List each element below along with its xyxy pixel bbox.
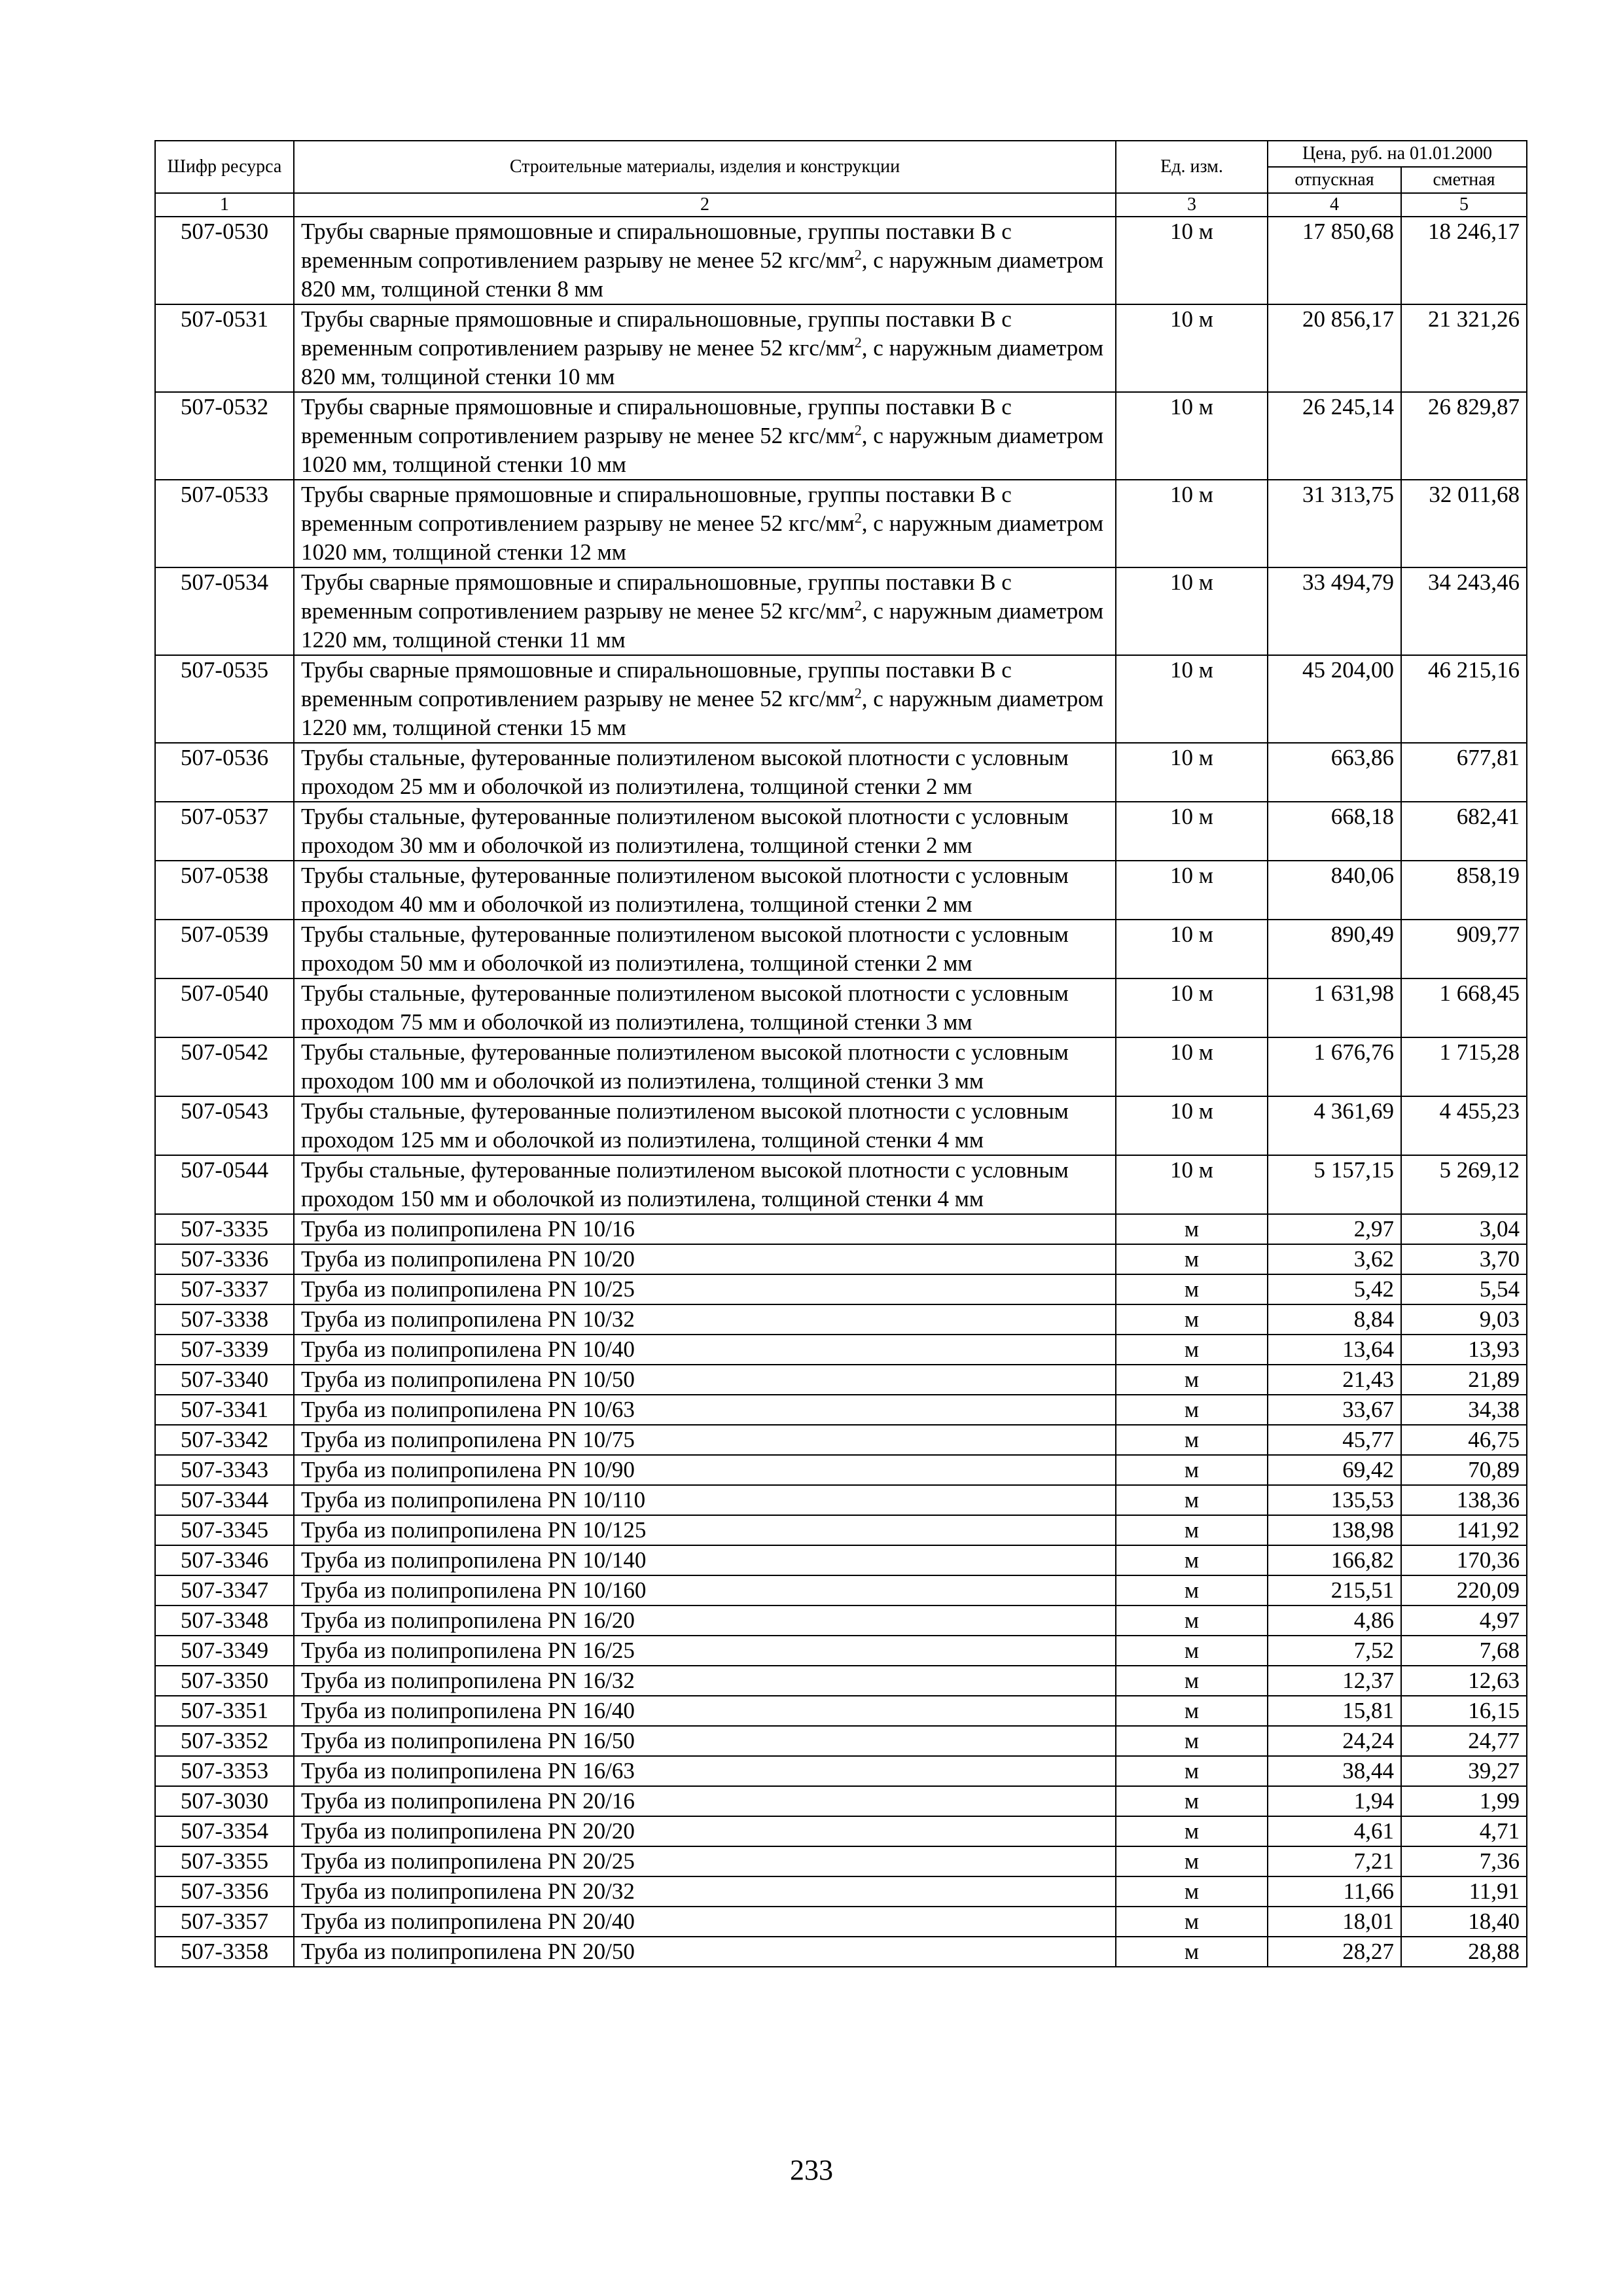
table-row (155, 1666, 1527, 1696)
release-price: 4,61 (1268, 1816, 1401, 1846)
estimate-price: 3,04 (1401, 1214, 1527, 1244)
resource-code: 507-3346 (155, 1545, 294, 1575)
release-price: 11,66 (1268, 1876, 1401, 1907)
header-colnum: 2 (294, 193, 1116, 217)
table-row (155, 1515, 1527, 1545)
resource-code: 507-0536 (155, 743, 294, 802)
estimate-price: 141,92 (1401, 1515, 1527, 1545)
material-description: Труба из полипропилена PN 20/40 (294, 1907, 1116, 1937)
material-description: Труба из полипропилена PN 10/20 (294, 1244, 1116, 1274)
resource-code: 507-0530 (155, 217, 294, 304)
table-row (155, 1786, 1527, 1816)
unit-of-measure: м (1116, 1425, 1268, 1455)
table-row (155, 1096, 1527, 1155)
release-price: 26 245,14 (1268, 392, 1401, 480)
material-description: Трубы стальные, футерованные полиэтиленом высокой плотности с условным проходом 150 мм и оболочкой из полиэтилена, толщиной стенки 4 мм (294, 1155, 1116, 1214)
estimate-price: 24,77 (1401, 1726, 1527, 1756)
release-price: 28,27 (1268, 1937, 1401, 1967)
unit-of-measure: м (1116, 1455, 1268, 1485)
resource-code: 507-3354 (155, 1816, 294, 1846)
resource-code: 507-3344 (155, 1485, 294, 1515)
superscript: 2 (854, 422, 862, 439)
release-price: 33,67 (1268, 1395, 1401, 1425)
table-row (155, 1037, 1527, 1096)
material-description: Труба из полипропилена PN 10/140 (294, 1545, 1116, 1575)
table-row (155, 1304, 1527, 1335)
release-price: 138,98 (1268, 1515, 1401, 1545)
resource-code: 507-3345 (155, 1515, 294, 1545)
unit-of-measure: м (1116, 1335, 1268, 1365)
release-price: 33 494,79 (1268, 567, 1401, 655)
estimate-price: 34,38 (1401, 1395, 1527, 1425)
resource-code: 507-3338 (155, 1304, 294, 1335)
material-description (294, 392, 1116, 480)
unit-of-measure: м (1116, 1365, 1268, 1395)
header-colnum: 1 (155, 193, 294, 217)
material-description: Труба из полипропилена PN 20/20 (294, 1816, 1116, 1846)
resource-code: 507-3353 (155, 1756, 294, 1786)
unit-of-measure: 10 м (1116, 920, 1268, 978)
superscript: 2 (854, 597, 862, 614)
unit-of-measure: м (1116, 1485, 1268, 1515)
unit-of-measure: 10 м (1116, 217, 1268, 304)
table-row (155, 1636, 1527, 1666)
material-description (294, 567, 1116, 655)
unit-of-measure: м (1116, 1395, 1268, 1425)
material-description (294, 304, 1116, 392)
unit-of-measure: м (1116, 1816, 1268, 1846)
material-description: Труба из полипропилена PN 16/32 (294, 1666, 1116, 1696)
estimate-price: 18 246,17 (1401, 217, 1527, 304)
estimate-price: 21 321,26 (1401, 304, 1527, 392)
description-text: , с наружным диаметром 1220 мм, толщиной стенки 15 мм (301, 686, 1104, 740)
table-row (155, 655, 1527, 743)
resource-code: 507-3030 (155, 1786, 294, 1816)
description-text: , с наружным диаметром 1220 мм, толщиной стенки 11 мм (301, 598, 1104, 653)
unit-of-measure: 10 м (1116, 861, 1268, 920)
table-row (155, 1756, 1527, 1786)
unit-of-measure: м (1116, 1907, 1268, 1937)
estimate-price: 7,68 (1401, 1636, 1527, 1666)
resource-code: 507-0531 (155, 304, 294, 392)
unit-of-measure: м (1116, 1605, 1268, 1636)
material-description: Труба из полипропилена PN 10/40 (294, 1335, 1116, 1365)
material-description (294, 217, 1116, 304)
superscript: 2 (854, 685, 862, 702)
table-row (155, 1907, 1527, 1937)
resource-code: 507-3347 (155, 1575, 294, 1605)
table-row (155, 392, 1527, 480)
table-row (155, 1726, 1527, 1756)
estimate-price: 5,54 (1401, 1274, 1527, 1304)
resource-code: 507-0538 (155, 861, 294, 920)
header-code: Шифр ресурса (155, 141, 294, 193)
resource-code: 507-3337 (155, 1274, 294, 1304)
table-row (155, 1545, 1527, 1575)
release-price: 15,81 (1268, 1696, 1401, 1726)
table-row (155, 1876, 1527, 1907)
material-description: Труба из полипропилена PN 10/160 (294, 1575, 1116, 1605)
release-price: 166,82 (1268, 1545, 1401, 1575)
release-price: 215,51 (1268, 1575, 1401, 1605)
header-estimate-price: сметная (1401, 167, 1527, 193)
table-row (155, 1816, 1527, 1846)
estimate-price: 7,36 (1401, 1846, 1527, 1876)
superscript: 2 (854, 334, 862, 351)
resource-code: 507-3342 (155, 1425, 294, 1455)
release-price: 840,06 (1268, 861, 1401, 920)
release-price: 38,44 (1268, 1756, 1401, 1786)
estimate-price: 11,91 (1401, 1876, 1527, 1907)
estimate-price: 170,36 (1401, 1545, 1527, 1575)
release-price: 45 204,00 (1268, 655, 1401, 743)
table-row (155, 1575, 1527, 1605)
resource-code: 507-0532 (155, 392, 294, 480)
description-text: Трубы сварные прямошовные и спиральношовные, группы поставки В с временным сопротивлением разрыву не менее 52 кгс/мм (301, 394, 1012, 448)
estimate-price: 5 269,12 (1401, 1155, 1527, 1214)
estimate-price: 16,15 (1401, 1696, 1527, 1726)
material-description: Труба из полипропилена PN 10/110 (294, 1485, 1116, 1515)
description-text: , с наружным диаметром 1020 мм, толщиной стенки 12 мм (301, 511, 1104, 565)
material-description: Труба из полипропилена PN 20/32 (294, 1876, 1116, 1907)
resource-code: 507-3352 (155, 1726, 294, 1756)
estimate-price: 909,77 (1401, 920, 1527, 978)
material-description: Труба из полипропилена PN 16/20 (294, 1605, 1116, 1636)
estimate-price: 4,97 (1401, 1605, 1527, 1636)
unit-of-measure: м (1116, 1756, 1268, 1786)
table-row (155, 802, 1527, 861)
resource-code: 507-3356 (155, 1876, 294, 1907)
release-price: 69,42 (1268, 1455, 1401, 1485)
release-price: 1 631,98 (1268, 978, 1401, 1037)
unit-of-measure: м (1116, 1304, 1268, 1335)
table-row (155, 1335, 1527, 1365)
resource-code: 507-0537 (155, 802, 294, 861)
release-price: 2,97 (1268, 1214, 1401, 1244)
unit-of-measure: м (1116, 1876, 1268, 1907)
unit-of-measure: м (1116, 1214, 1268, 1244)
unit-of-measure: 10 м (1116, 480, 1268, 567)
release-price: 45,77 (1268, 1425, 1401, 1455)
material-description: Труба из полипропилена PN 16/25 (294, 1636, 1116, 1666)
material-description: Трубы стальные, футерованные полиэтиленом высокой плотности с условным проходом 40 мм и оболочкой из полиэтилена, толщиной стенки 2 мм (294, 861, 1116, 920)
resource-code: 507-3336 (155, 1244, 294, 1274)
table-row (155, 1485, 1527, 1515)
material-description: Трубы стальные, футерованные полиэтиленом высокой плотности с условным проходом 125 мм и оболочкой из полиэтилена, толщиной стенки 4 мм (294, 1096, 1116, 1155)
release-price: 31 313,75 (1268, 480, 1401, 567)
unit-of-measure: 10 м (1116, 743, 1268, 802)
unit-of-measure: 10 м (1116, 1037, 1268, 1096)
estimate-price: 34 243,46 (1401, 567, 1527, 655)
material-description (294, 655, 1116, 743)
resource-code: 507-0543 (155, 1096, 294, 1155)
resource-code: 507-3355 (155, 1846, 294, 1876)
release-price: 3,62 (1268, 1244, 1401, 1274)
release-price: 17 850,68 (1268, 217, 1401, 304)
resource-code: 507-3357 (155, 1907, 294, 1937)
resource-code: 507-3341 (155, 1395, 294, 1425)
header-name: Строительные материалы, изделия и конструкции (294, 141, 1116, 193)
description-text: Трубы сварные прямошовные и спиральношовные, группы поставки В с временным сопротивлением разрыву не менее 52 кгс/мм (301, 569, 1012, 624)
material-description: Труба из полипропилена PN 10/32 (294, 1304, 1116, 1335)
description-text: Трубы сварные прямошовные и спиральношовные, группы поставки В с временным сопротивлением разрыву не менее 52 кгс/мм (301, 306, 1012, 361)
header-colnum: 3 (1116, 193, 1268, 217)
table-row (155, 1365, 1527, 1395)
unit-of-measure: 10 м (1116, 1096, 1268, 1155)
estimate-price: 220,09 (1401, 1575, 1527, 1605)
estimate-price: 9,03 (1401, 1304, 1527, 1335)
release-price: 135,53 (1268, 1485, 1401, 1515)
resource-code: 507-3343 (155, 1455, 294, 1485)
description-text: Трубы сварные прямошовные и спиральношовные, группы поставки В с временным сопротивлением разрыву не менее 52 кгс/мм (301, 219, 1012, 273)
unit-of-measure: 10 м (1116, 802, 1268, 861)
estimate-price: 70,89 (1401, 1455, 1527, 1485)
material-description: Труба из полипропилена PN 16/63 (294, 1756, 1116, 1786)
table-row (155, 1274, 1527, 1304)
table-row (155, 1395, 1527, 1425)
release-price: 12,37 (1268, 1666, 1401, 1696)
table-row (155, 217, 1527, 304)
table-row (155, 920, 1527, 978)
material-description: Труба из полипропилена PN 10/16 (294, 1214, 1116, 1244)
material-description (294, 480, 1116, 567)
resource-code: 507-3340 (155, 1365, 294, 1395)
material-description: Трубы стальные, футерованные полиэтиленом высокой плотности с условным проходом 30 мм и оболочкой из полиэтилена, толщиной стенки 2 мм (294, 802, 1116, 861)
release-price: 1 676,76 (1268, 1037, 1401, 1096)
unit-of-measure: м (1116, 1244, 1268, 1274)
table-row (155, 567, 1527, 655)
release-price: 24,24 (1268, 1726, 1401, 1756)
description-text: , с наружным диаметром 820 мм, толщиной стенки 10 мм (301, 335, 1104, 389)
material-description: Труба из полипропилена PN 10/75 (294, 1425, 1116, 1455)
table-row (155, 480, 1527, 567)
unit-of-measure: 10 м (1116, 1155, 1268, 1214)
table-row (155, 861, 1527, 920)
resource-code: 507-3351 (155, 1696, 294, 1726)
estimate-price: 21,89 (1401, 1365, 1527, 1395)
estimate-price: 18,40 (1401, 1907, 1527, 1937)
header-colnum: 5 (1401, 193, 1527, 217)
material-description: Труба из полипропилена PN 16/40 (294, 1696, 1116, 1726)
unit-of-measure: м (1116, 1575, 1268, 1605)
unit-of-measure: 10 м (1116, 655, 1268, 743)
release-price: 20 856,17 (1268, 304, 1401, 392)
material-description: Труба из полипропилена PN 20/25 (294, 1846, 1116, 1876)
table-header (155, 141, 1527, 217)
table-body (155, 217, 1527, 1967)
resource-code: 507-3335 (155, 1214, 294, 1244)
table-row (155, 1455, 1527, 1485)
release-price: 7,21 (1268, 1846, 1401, 1876)
unit-of-measure: м (1116, 1274, 1268, 1304)
material-description: Труба из полипропилена PN 16/50 (294, 1726, 1116, 1756)
unit-of-measure: м (1116, 1515, 1268, 1545)
unit-of-measure: м (1116, 1666, 1268, 1696)
unit-of-measure: м (1116, 1545, 1268, 1575)
unit-of-measure: м (1116, 1726, 1268, 1756)
estimate-price: 39,27 (1401, 1756, 1527, 1786)
resource-code: 507-0534 (155, 567, 294, 655)
description-text: Трубы сварные прямошовные и спиральношовные, группы поставки В с временным сопротивлением разрыву не менее 52 кгс/мм (301, 657, 1012, 711)
release-price: 18,01 (1268, 1907, 1401, 1937)
description-text: , с наружным диаметром 1020 мм, толщиной стенки 10 мм (301, 423, 1104, 477)
table-row (155, 1244, 1527, 1274)
estimate-price: 1 668,45 (1401, 978, 1527, 1037)
header-unit: Ед. изм. (1116, 141, 1268, 193)
unit-of-measure: м (1116, 1696, 1268, 1726)
resource-code: 507-3349 (155, 1636, 294, 1666)
release-price: 4 361,69 (1268, 1096, 1401, 1155)
description-text: , с наружным диаметром 820 мм, толщиной стенки 8 мм (301, 247, 1104, 302)
page-number: 233 (790, 2154, 833, 2186)
material-description: Трубы стальные, футерованные полиэтиленом высокой плотности с условным проходом 75 мм и оболочкой из полиэтилена, толщиной стенки 3 мм (294, 978, 1116, 1037)
release-price: 1,94 (1268, 1786, 1401, 1816)
table-row (155, 743, 1527, 802)
table-row (155, 1696, 1527, 1726)
resource-code: 507-3350 (155, 1666, 294, 1696)
release-price: 663,86 (1268, 743, 1401, 802)
unit-of-measure: м (1116, 1846, 1268, 1876)
release-price: 5,42 (1268, 1274, 1401, 1304)
release-price: 668,18 (1268, 802, 1401, 861)
unit-of-measure: 10 м (1116, 304, 1268, 392)
release-price: 5 157,15 (1268, 1155, 1401, 1214)
resource-code: 507-0540 (155, 978, 294, 1037)
release-price: 7,52 (1268, 1636, 1401, 1666)
unit-of-measure: 10 м (1116, 567, 1268, 655)
estimate-price: 32 011,68 (1401, 480, 1527, 567)
material-description: Труба из полипропилена PN 10/90 (294, 1455, 1116, 1485)
header-release-price: отпускная (1268, 167, 1401, 193)
resource-code: 507-0535 (155, 655, 294, 743)
unit-of-measure: 10 м (1116, 978, 1268, 1037)
table-row (155, 978, 1527, 1037)
estimate-price: 4 455,23 (1401, 1096, 1527, 1155)
resource-code: 507-0542 (155, 1037, 294, 1096)
resource-code: 507-3339 (155, 1335, 294, 1365)
release-price: 890,49 (1268, 920, 1401, 978)
estimate-price: 682,41 (1401, 802, 1527, 861)
table-row (155, 1214, 1527, 1244)
price-table (154, 140, 1527, 1967)
material-description: Труба из полипропилена PN 10/25 (294, 1274, 1116, 1304)
estimate-price: 3,70 (1401, 1244, 1527, 1274)
resource-code: 507-0533 (155, 480, 294, 567)
material-description: Трубы стальные, футерованные полиэтиленом высокой плотности с условным проходом 25 мм и оболочкой из полиэтилена, толщиной стенки 2 мм (294, 743, 1116, 802)
unit-of-measure: м (1116, 1786, 1268, 1816)
material-description: Трубы стальные, футерованные полиэтиленом высокой плотности с условным проходом 50 мм и оболочкой из полиэтилена, толщиной стенки 2 мм (294, 920, 1116, 978)
table-row (155, 1425, 1527, 1455)
estimate-price: 28,88 (1401, 1937, 1527, 1967)
estimate-price: 46,75 (1401, 1425, 1527, 1455)
estimate-price: 46 215,16 (1401, 655, 1527, 743)
estimate-price: 4,71 (1401, 1816, 1527, 1846)
material-description: Труба из полипропилена PN 10/125 (294, 1515, 1116, 1545)
table-row (155, 1155, 1527, 1214)
material-description: Труба из полипропилена PN 10/50 (294, 1365, 1116, 1395)
resource-code: 507-0544 (155, 1155, 294, 1214)
material-description: Труба из полипропилена PN 20/16 (294, 1786, 1116, 1816)
table-row (155, 304, 1527, 392)
header-price: Цена, руб. на 01.01.2000 (1268, 141, 1527, 167)
resource-code: 507-3348 (155, 1605, 294, 1636)
table-row (155, 1846, 1527, 1876)
material-description: Труба из полипропилена PN 20/50 (294, 1937, 1116, 1967)
release-price: 21,43 (1268, 1365, 1401, 1395)
resource-code: 507-0539 (155, 920, 294, 978)
estimate-price: 26 829,87 (1401, 392, 1527, 480)
table-row (155, 1937, 1527, 1967)
material-description: Труба из полипропилена PN 10/63 (294, 1395, 1116, 1425)
estimate-price: 12,63 (1401, 1666, 1527, 1696)
estimate-price: 138,36 (1401, 1485, 1527, 1515)
release-price: 4,86 (1268, 1605, 1401, 1636)
superscript: 2 (854, 246, 862, 263)
unit-of-measure: м (1116, 1636, 1268, 1666)
table-row (155, 1605, 1527, 1636)
release-price: 8,84 (1268, 1304, 1401, 1335)
estimate-price: 1,99 (1401, 1786, 1527, 1816)
unit-of-measure: 10 м (1116, 392, 1268, 480)
release-price: 13,64 (1268, 1335, 1401, 1365)
header-colnum: 4 (1268, 193, 1401, 217)
estimate-price: 13,93 (1401, 1335, 1527, 1365)
material-description: Трубы стальные, футерованные полиэтиленом высокой плотности с условным проходом 100 мм и оболочкой из полиэтилена, толщиной стенки 3 мм (294, 1037, 1116, 1096)
estimate-price: 858,19 (1401, 861, 1527, 920)
description-text: Трубы сварные прямошовные и спиральношовные, группы поставки В с временным сопротивлением разрыву не менее 52 кгс/мм (301, 482, 1012, 536)
superscript: 2 (854, 509, 862, 526)
estimate-price: 677,81 (1401, 743, 1527, 802)
resource-code: 507-3358 (155, 1937, 294, 1967)
estimate-price: 1 715,28 (1401, 1037, 1527, 1096)
unit-of-measure: м (1116, 1937, 1268, 1967)
